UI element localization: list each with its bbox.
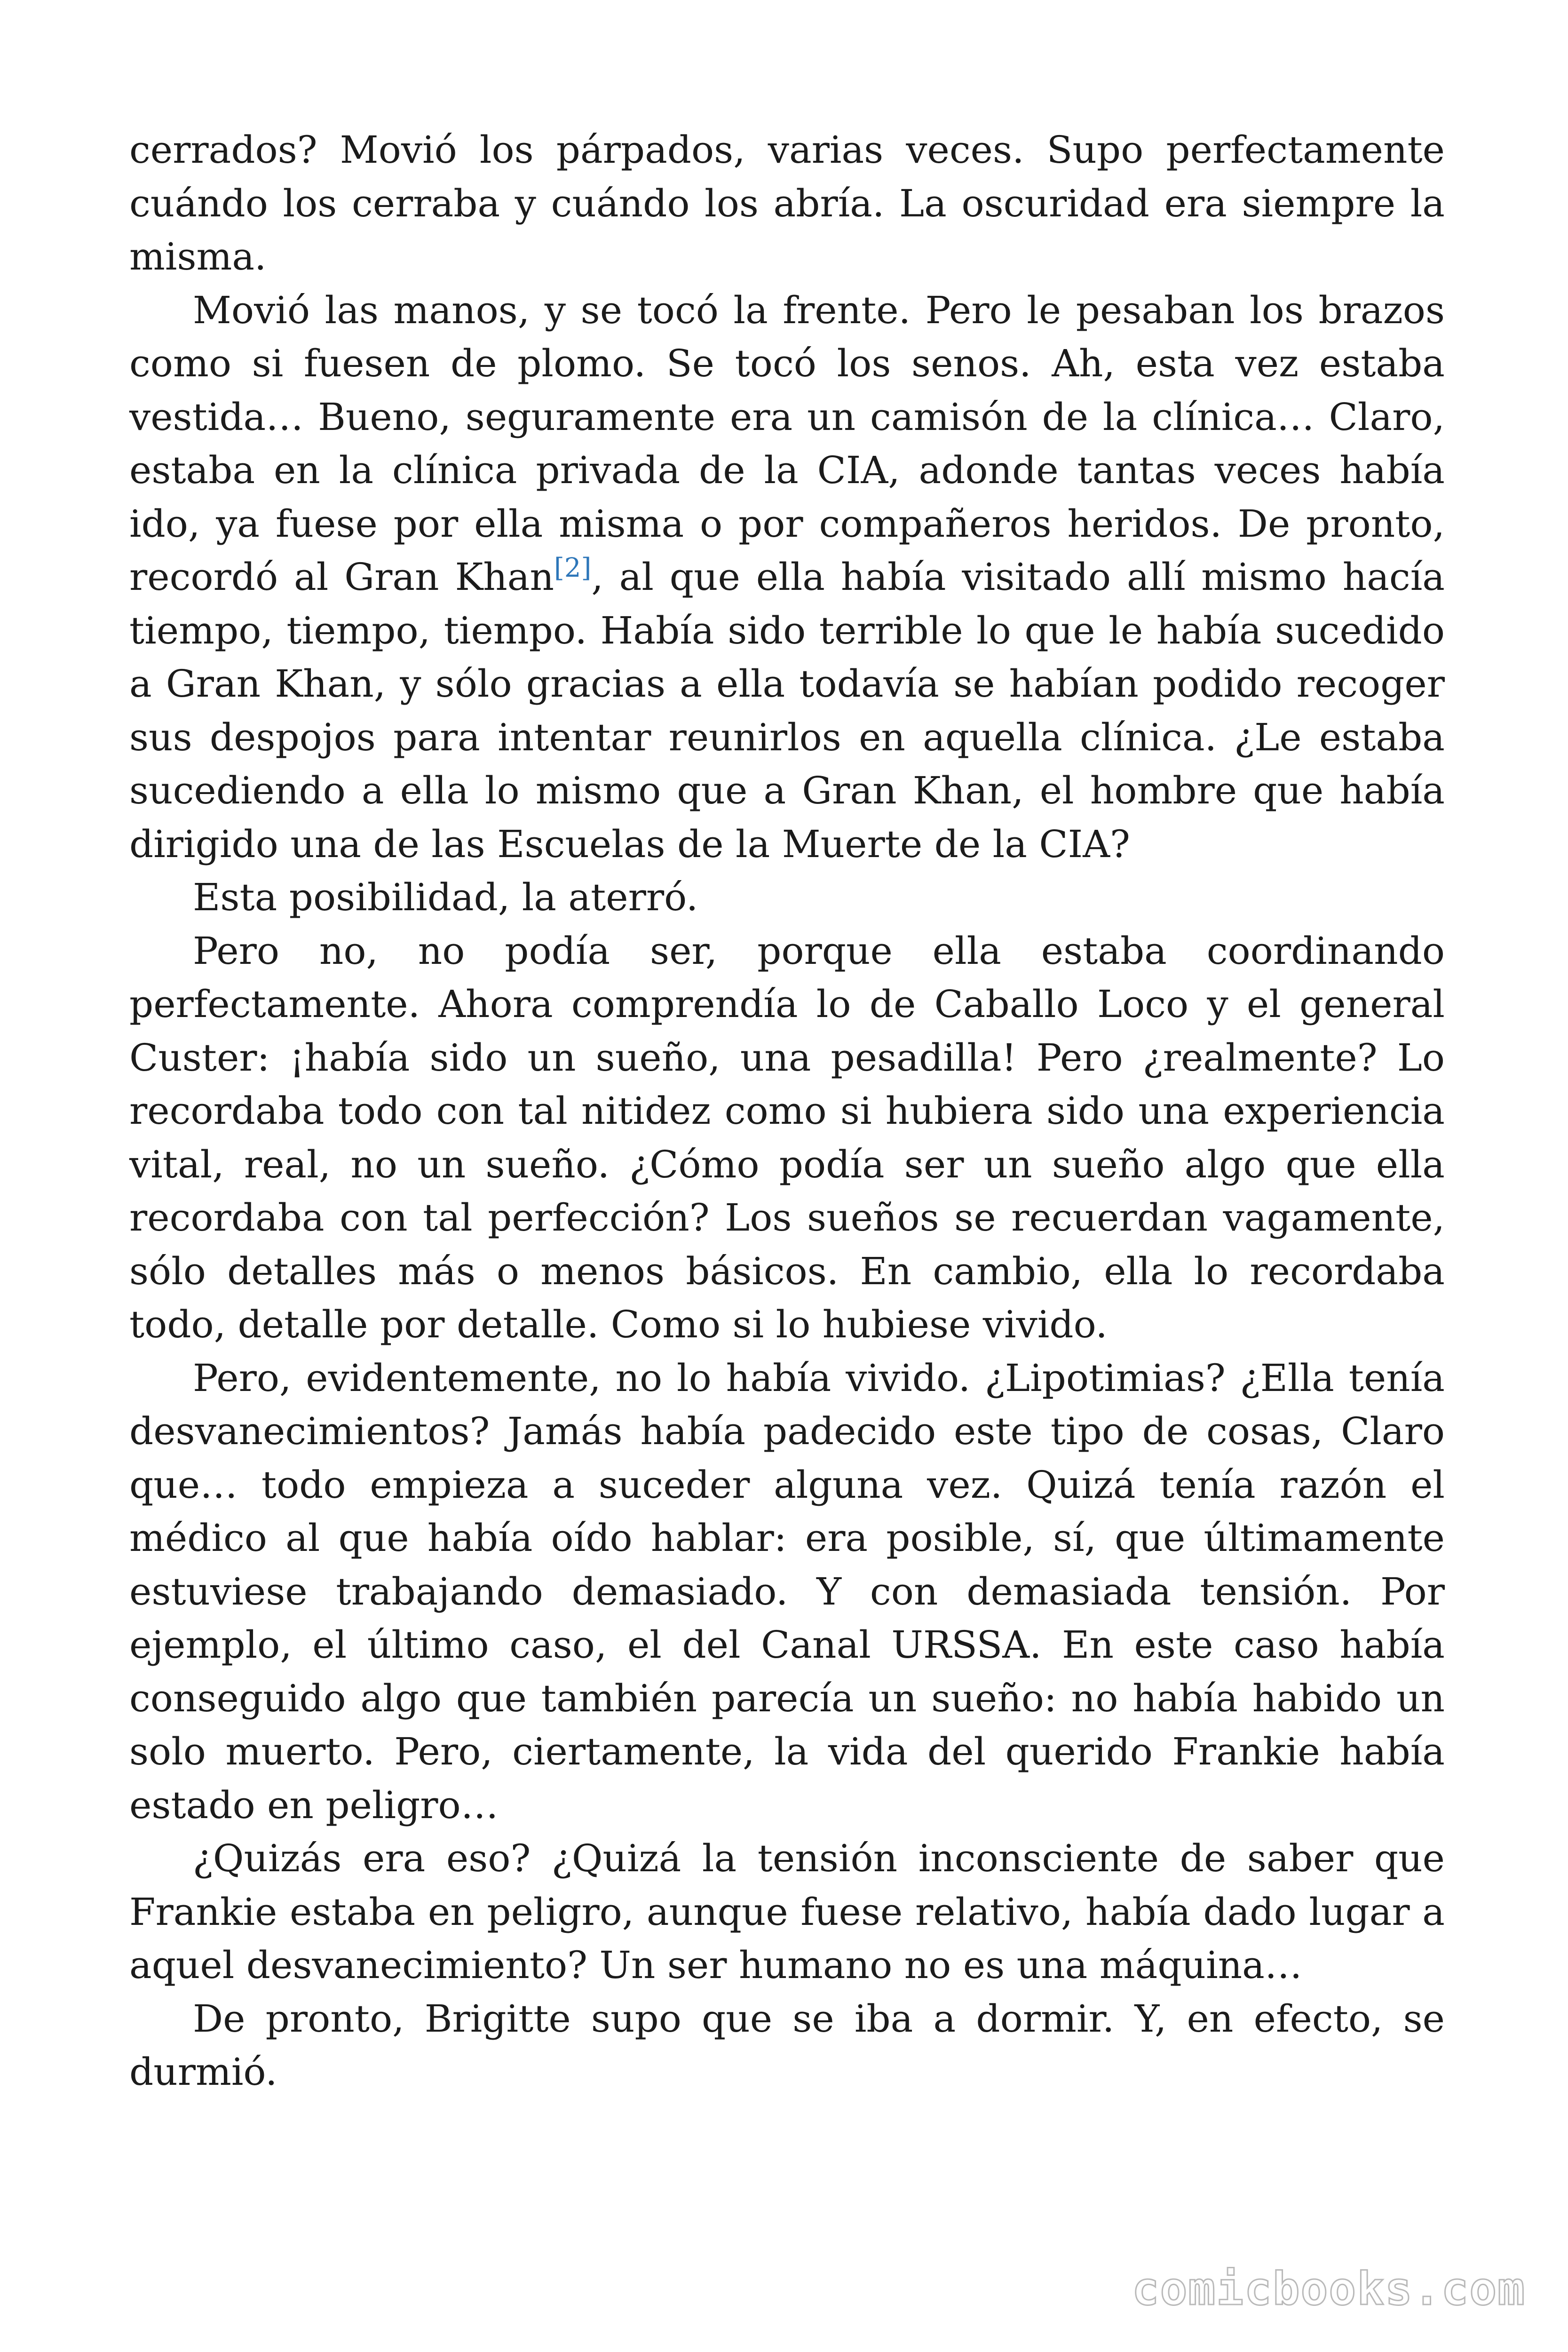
paragraph-2-text-before: Movió las manos, y se tocó la frente. Pero le pesaban los brazos como si fuesen de plomo. Se tocó los senos. Ah, esta vez estaba vestida… Bueno, seguramente era un camisón de la clínica… Claro, estaba en la clínica privada de la CIA, adonde tantas veces había ido, ya fuese por ella misma o por compañeros heridos. De pronto, recordó al Gran Khan <box>129 288 1445 599</box>
paragraph-2 <box>129 284 1445 871</box>
paragraph-5: Pero, evidentemente, no lo había vivido. ¿Lipotimias? ¿Ella tenía desvanecimientos? Jamás había padecido este tipo de cosas, Claro que… todo empieza a suceder alguna vez. Quizá tenía razón el médico al que había oído hablar: era posible, sí, que últimamente estuviese trabajando demasiado. Y con demasiada tensión. Por ejemplo, el último caso, el del Canal URSSA. En este caso había conseguido algo que también parecía un sueño: no había habido un solo muerto. Pero, ciertamente, la vida del querido Frankie había estado en peligro… <box>129 1356 1445 1827</box>
paragraph-2-text-after: , al que ella había visitado allí mismo hacía tiempo, tiempo, tiempo. Había sido terrible lo que le había sucedido a Gran Khan, y sólo gracias a ella todavía se habían podido recoger sus despojos para intentar reunirlos en aquella clínica. ¿Le estaba sucediendo a ella lo mismo que a Gran Khan, el hombre que había dirigido una de las Escuelas de la Muerte de la CIA? <box>129 555 1445 866</box>
watermark-logo: comicbooks.com <box>1132 2263 1526 2315</box>
paragraph-4: Pero no, no podía ser, porque ella estaba coordinando perfectamente. Ahora comprendía lo de Caballo Loco y el general Custer: ¡había sido un sueño, una pesadilla! Pero ¿realmente? Lo recordaba todo con tal nitidez como si hubiera sido una experiencia vital, real, no un sueño. ¿Cómo podía ser un sueño algo que ella recordaba con tal perfección? Los sueños se recuerdan vagamente, sólo detalles más o menos básicos. En cambio, ella lo recordaba todo, detalle por detalle. Como si lo hubiese vivido. <box>129 929 1445 1346</box>
paragraph-6: ¿Quizás era eso? ¿Quizá la tensión inconsciente de saber que Frankie estaba en peligro, aunque fuese relativo, había dado lugar a aquel desvanecimiento? Un ser humano no es una máquina… <box>129 1836 1445 1987</box>
footnote-ref-2-link[interactable]: [2] <box>554 553 592 583</box>
paragraph-3: Esta posibilidad, la aterró. <box>193 875 698 919</box>
paragraph-1: cerrados? Movió los párpados, varias veces. Supo perfectamente cuándo los cerraba y cuándo los abría. La oscuridad era siempre la misma. <box>129 128 1445 278</box>
paragraph-7: De pronto, Brigitte supo que se iba a dormir. Y, en efecto, se durmió. <box>129 1996 1445 2094</box>
page-body <box>129 123 1445 2099</box>
